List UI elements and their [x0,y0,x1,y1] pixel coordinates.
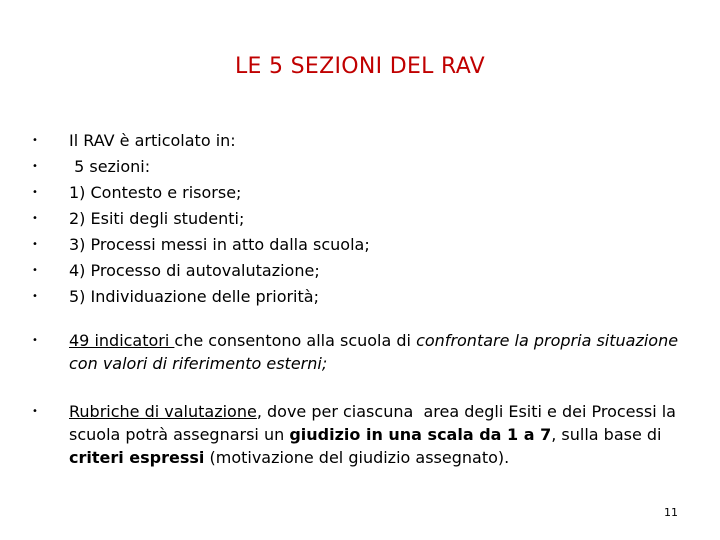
item-text: 4) Processo di autovalutazione; [69,261,320,280]
bullet-icon: • [32,265,38,276]
list-item [32,128,682,154]
list-item [32,180,682,206]
rubrics-text-3: (motivazione del giudizio assegnato). [204,448,510,467]
bullet-icon: • [32,239,38,250]
item-text: 1) Contesto e risorse; [69,183,242,202]
list-item [32,258,682,284]
indicators-item [32,329,682,375]
item-text: 3) Processi messi in atto dalla scuola; [69,235,370,254]
item-text: 5) Individuazione delle priorità; [69,287,319,306]
indicators-italic: confrontare la propria situazione con valori di riferimento esterni; [69,331,679,373]
bullet-icon: • [32,335,38,346]
bullet-icon: • [32,161,38,172]
list-item [32,206,682,232]
rubrics-item [32,400,682,469]
item-text: 5 sezioni: [69,157,151,176]
rubrics-text-1: , dove per ciascuna area degli Esiti e dei Processi la scuola potrà assegnarsi un [69,402,682,444]
bullet-icon: • [32,213,38,224]
slide-title: LE 5 SEZIONI DEL RAV [235,54,485,79]
bullet-icon: • [32,291,38,302]
item-text: 2) Esiti degli studenti; [69,209,245,228]
list-item [32,232,682,258]
rubrics-text-2: , sulla base di [551,425,667,444]
item-text: Il RAV è articolato in: [69,131,236,150]
page-number: 11 [664,506,678,519]
rubrics-label: Rubriche di valutazione [69,402,257,421]
content-list [32,128,682,469]
bullet-icon: • [32,406,38,417]
rubrics-scale: giudizio in una scala da 1 a 7 [289,425,552,444]
rubrics-criteria: criteri espressi [69,448,205,467]
indicators-count: 49 indicatori [69,331,175,350]
list-item [32,154,682,180]
bullet-icon: • [32,135,38,146]
bullet-icon: • [32,187,38,198]
list-item [32,284,682,310]
indicators-text: che consentono alla scuola di [174,331,417,350]
